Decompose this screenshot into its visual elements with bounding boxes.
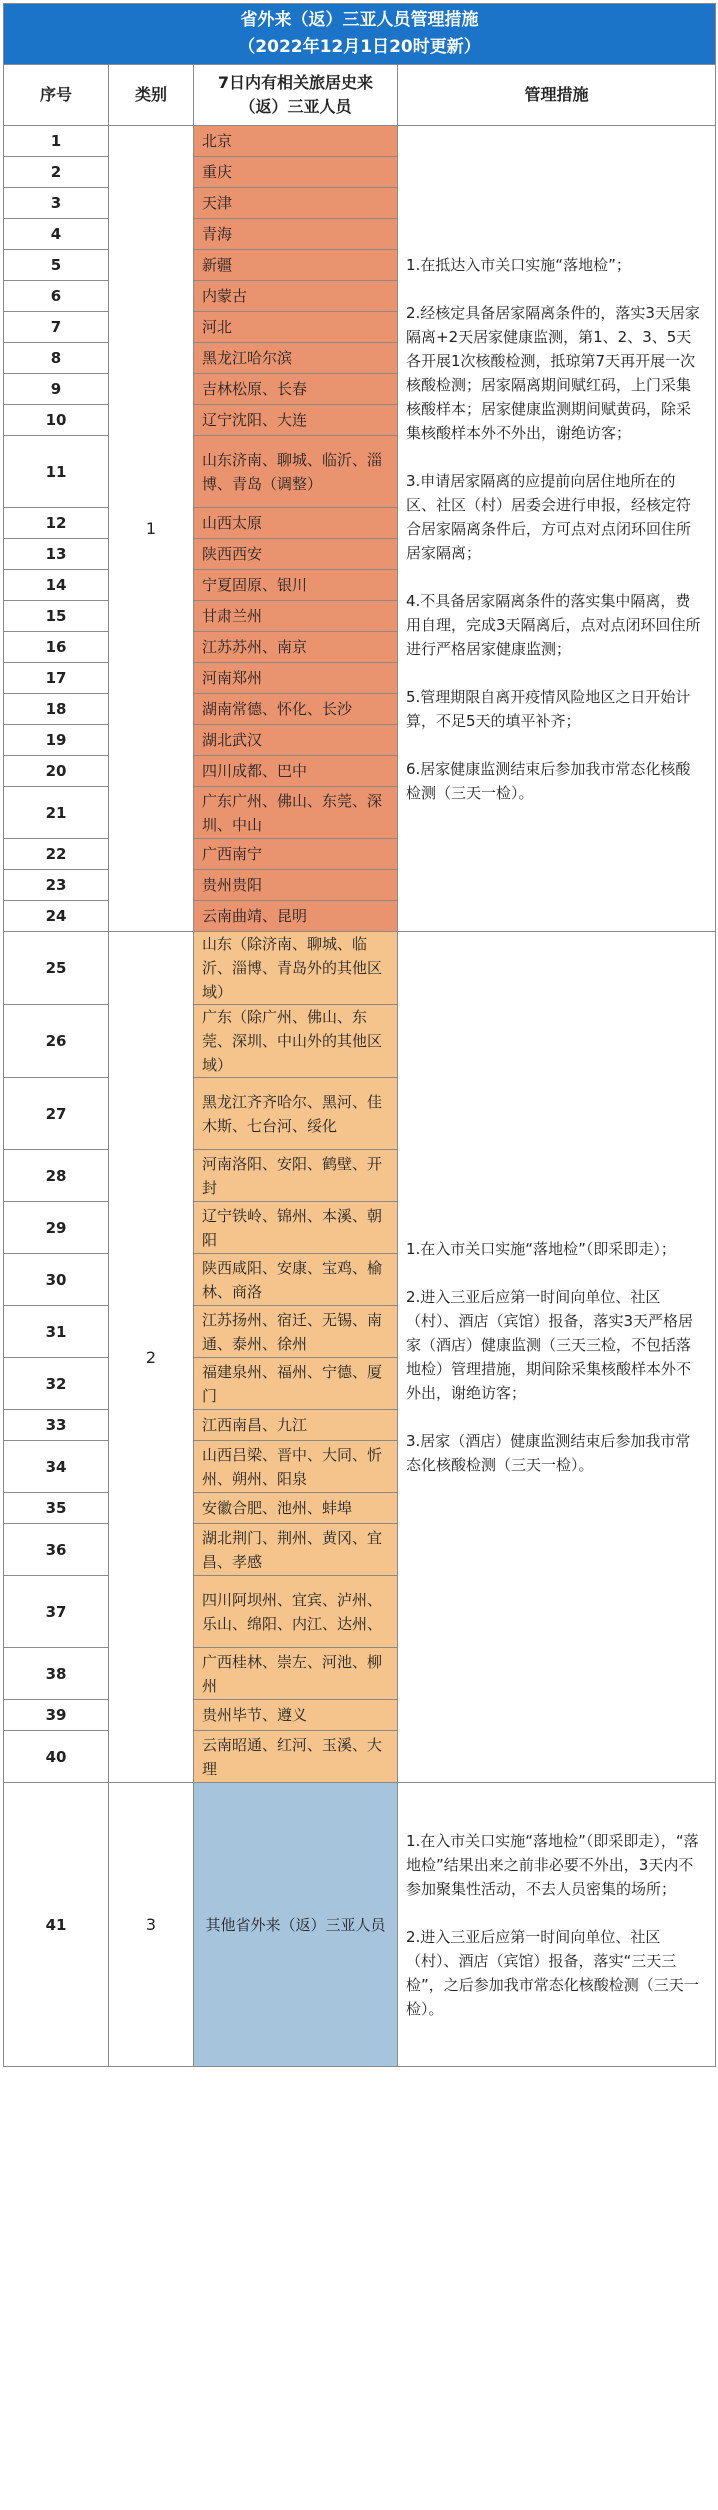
row-number: 9 <box>4 374 109 405</box>
measure-item: 1.在入市关口实施“落地检”（即采即走），“落地检”结果出来之前非必要不外出，3天内不参加聚集性活动，不去人员密集的场所； <box>406 1831 699 1898</box>
row-number: 27 <box>4 1078 109 1150</box>
row-number: 39 <box>4 1700 109 1731</box>
row-number: 26 <box>4 1005 109 1078</box>
area-cell: 湖北荆门、荆州、黄冈、宜昌、孝感 <box>194 1524 398 1576</box>
measures-cell <box>398 1783 716 2067</box>
area-cell: 山西太原 <box>194 508 398 539</box>
measures-document <box>3 3 715 2067</box>
title-line-2: （2022年12月1日20时更新） <box>238 37 481 57</box>
area-cell: 贵州贵阳 <box>194 870 398 901</box>
area-cell: 辽宁沈阳、大连 <box>194 405 398 436</box>
header-measures: 管理措施 <box>398 65 716 126</box>
area-cell: 河南洛阳、安阳、鹤壁、开封 <box>194 1150 398 1202</box>
area-cell: 山东济南、聊城、临沂、淄博、青岛（调整） <box>194 436 398 508</box>
area-cell: 云南曲靖、昆明 <box>194 901 398 932</box>
header-seq: 序号 <box>4 65 109 126</box>
area-cell: 广东广州、佛山、东莞、深圳、中山 <box>194 787 398 839</box>
row-number: 1 <box>4 126 109 157</box>
area-cell: 江西南昌、九江 <box>194 1410 398 1441</box>
row-number: 8 <box>4 343 109 374</box>
area-cell: 江苏扬州、宿迁、无锡、南通、泰州、徐州 <box>194 1306 398 1358</box>
area-cell: 北京 <box>194 126 398 157</box>
row-number: 5 <box>4 250 109 281</box>
measures-cell <box>398 126 716 932</box>
table-row <box>4 1783 716 2067</box>
table-title <box>4 4 716 65</box>
area-cell: 新疆 <box>194 250 398 281</box>
area-cell: 四川阿坝州、宜宾、泸州、乐山、绵阳、内江、达州、 <box>194 1576 398 1648</box>
row-number: 40 <box>4 1731 109 1783</box>
measure-item: 4.不具备居家隔离条件的落实集中隔离，费用自理，完成3天隔离后，点对点闭环回住所进行严格居家健康监测； <box>406 591 701 658</box>
area-cell: 甘肃兰州 <box>194 601 398 632</box>
row-number: 15 <box>4 601 109 632</box>
row-number: 32 <box>4 1358 109 1410</box>
row-number: 19 <box>4 725 109 756</box>
area-cell: 宁夏固原、银川 <box>194 570 398 601</box>
row-number: 7 <box>4 312 109 343</box>
area-cell: 广西南宁 <box>194 839 398 870</box>
area-cell: 河北 <box>194 312 398 343</box>
measure-item: 5.管理期限自离开疫情风险地区之日开始计算，不足5天的填平补齐； <box>406 687 691 730</box>
area-cell: 贵州毕节、遵义 <box>194 1700 398 1731</box>
area-cell: 天津 <box>194 188 398 219</box>
row-number: 23 <box>4 870 109 901</box>
area-cell: 湖北武汉 <box>194 725 398 756</box>
area-cell: 四川成都、巴中 <box>194 756 398 787</box>
row-number: 20 <box>4 756 109 787</box>
row-number: 36 <box>4 1524 109 1576</box>
measure-item: 3.申请居家隔离的应提前向居住地所在的区、社区（村）居委会进行申报，经核定符合居家隔离条件后，方可点对点闭环回住所居家隔离； <box>406 471 692 562</box>
row-number: 13 <box>4 539 109 570</box>
row-number: 28 <box>4 1150 109 1202</box>
measures-table <box>3 3 716 2067</box>
row-number: 16 <box>4 632 109 663</box>
area-cell: 安徽合肥、池州、蚌埠 <box>194 1493 398 1524</box>
area-cell: 吉林松原、长春 <box>194 374 398 405</box>
area-cell: 江苏苏州、南京 <box>194 632 398 663</box>
row-number: 35 <box>4 1493 109 1524</box>
area-cell: 山西吕梁、晋中、大同、忻州、朔州、阳泉 <box>194 1441 398 1493</box>
measure-item: 2.经核定具备居家隔离条件的，落实3天居家隔离+2天居家健康监测，第1、2、3、5天各开展1次核酸检测，抵琼第7天再开展一次核酸检测；居家隔离期间赋红码，上门采集核酸样本；居家健康监测期间赋黄码，除采集核酸样本外不外出，谢绝访客； <box>406 303 700 442</box>
table-body <box>4 126 716 2067</box>
row-number: 12 <box>4 508 109 539</box>
area-cell: 重庆 <box>194 157 398 188</box>
area-cell: 云南昭通、红河、玉溪、大理 <box>194 1731 398 1783</box>
area-cell: 广西桂林、崇左、河池、柳州 <box>194 1648 398 1700</box>
row-number: 18 <box>4 694 109 725</box>
measure-item: 3.居家（酒店）健康监测结束后参加我市常态化核酸检测（三天一检）。 <box>406 1432 691 1474</box>
area-cell: 青海 <box>194 219 398 250</box>
row-number: 24 <box>4 901 109 932</box>
row-number: 17 <box>4 663 109 694</box>
area-cell: 山东（除济南、聊城、临沂、淄博、青岛外的其他区域） <box>194 932 398 1005</box>
row-number: 25 <box>4 932 109 1005</box>
area-cell: 辽宁铁岭、锦州、本溪、朝阳 <box>194 1202 398 1254</box>
header-area: 7日内有相关旅居史来（返）三亚人员 <box>194 65 398 126</box>
area-cell: 福建泉州、福州、宁德、厦门 <box>194 1358 398 1410</box>
area-cell: 黑龙江齐齐哈尔、黑河、佳木斯、七台河、绥化 <box>194 1078 398 1150</box>
row-number: 11 <box>4 436 109 508</box>
table-row <box>4 932 716 1005</box>
measures-cell <box>398 932 716 1783</box>
area-cell: 湖南常德、怀化、长沙 <box>194 694 398 725</box>
row-number: 38 <box>4 1648 109 1700</box>
category-cell: 3 <box>109 1783 194 2067</box>
row-number: 37 <box>4 1576 109 1648</box>
row-number: 6 <box>4 281 109 312</box>
row-number: 21 <box>4 787 109 839</box>
row-number: 31 <box>4 1306 109 1358</box>
area-cell: 其他省外来（返）三亚人员 <box>194 1783 398 2067</box>
row-number: 10 <box>4 405 109 436</box>
row-number: 22 <box>4 839 109 870</box>
area-cell: 陕西西安 <box>194 539 398 570</box>
measure-item: 2.进入三亚后应第一时间向单位、社区（村）、酒店（宾馆）报备，落实“三天三检”，之后参加我市常态化核酸检测（三天一检）。 <box>406 1927 699 2018</box>
measure-item: 6.居家健康监测结束后参加我市常态化核酸检测（三天一检）。 <box>406 759 691 802</box>
row-number: 30 <box>4 1254 109 1306</box>
measure-item: 1.在抵达入市关口实施“落地检”； <box>406 255 631 274</box>
row-number: 3 <box>4 188 109 219</box>
category-cell: 1 <box>109 126 194 932</box>
row-number: 2 <box>4 157 109 188</box>
row-number: 41 <box>4 1783 109 2067</box>
row-number: 33 <box>4 1410 109 1441</box>
title-line-1: 省外来（返）三亚人员管理措施 <box>240 10 479 30</box>
area-cell: 陕西咸阳、安康、宝鸡、榆林、商洛 <box>194 1254 398 1306</box>
area-cell: 黑龙江哈尔滨 <box>194 343 398 374</box>
row-number: 14 <box>4 570 109 601</box>
header-category: 类别 <box>109 65 194 126</box>
area-cell: 内蒙古 <box>194 281 398 312</box>
row-number: 34 <box>4 1441 109 1493</box>
row-number: 4 <box>4 219 109 250</box>
category-cell: 2 <box>109 932 194 1783</box>
measure-item: 2.进入三亚后应第一时间向单位、社区（村）、酒店（宾馆）报备，落实3天严格居家（酒店）健康监测（三天三检，不包括落地检）管理措施，期间除采集核酸样本外不外出，谢绝访客； <box>406 1288 694 1402</box>
area-cell: 河南郑州 <box>194 663 398 694</box>
row-number: 29 <box>4 1202 109 1254</box>
table-row <box>4 126 716 157</box>
area-cell: 广东（除广州、佛山、东莞、深圳、中山外的其他区域） <box>194 1005 398 1078</box>
measure-item: 1.在入市关口实施“落地检”（即采即走）； <box>406 1240 676 1258</box>
